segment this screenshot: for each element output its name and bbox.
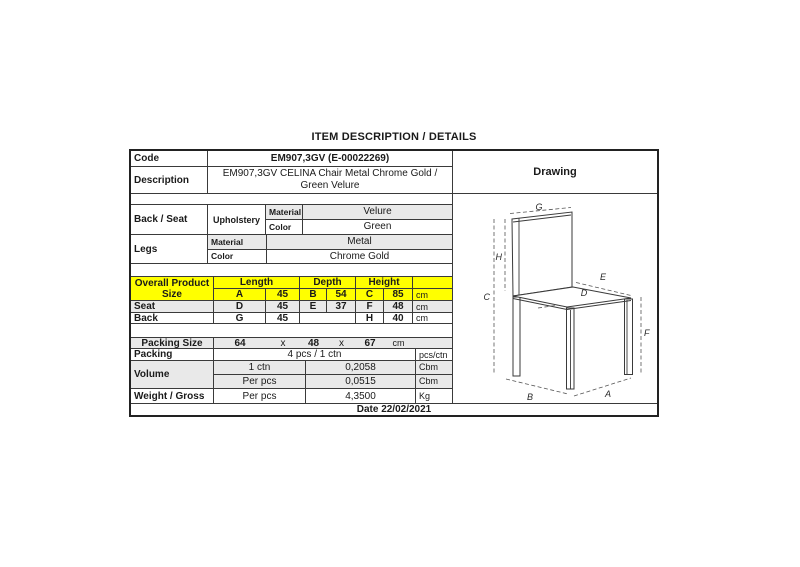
volume-row-unit: Cbm [419,376,439,387]
code-value: EM907,3GV (E-00022269) [270,153,390,164]
volume-row-unit: Cbm [419,362,439,373]
weight-row-unit: Kg [419,391,431,401]
unit-cell: cm [416,313,428,323]
overall-values-row [214,289,452,300]
dim-key: H [356,313,384,323]
color-value: Chrome Gold [329,250,390,262]
dim-value: 54 [327,289,356,300]
dim-label-c: C [483,292,490,302]
date-row: Date 22/02/2021 [131,403,657,415]
empty-depth-cell [300,313,356,323]
upholstery-material-row [266,205,452,220]
spacer-row [131,194,452,205]
dim-value: 48 [384,301,413,312]
volume-ctn-row [214,361,452,375]
packing-label: Packing [131,349,214,360]
packing-size-x: x [280,338,286,348]
volume-row-value: 0,2058 [306,361,416,374]
dim-label-b: B [526,392,534,402]
back-seat-row [131,205,452,235]
dim-key: A [214,289,266,300]
weight-row-value: 4,3500 [306,389,416,403]
page-title: ITEM DESCRIPTION / DETAILS [311,131,477,143]
color-label: Color [208,250,267,264]
drawing-column [453,151,657,403]
chair-leg-right [625,299,633,375]
table-main [131,151,657,403]
dim-label-e: E [599,272,607,282]
overall-size-label [131,277,214,300]
overall-size-label-line1: Overall Product [134,277,210,289]
size-header-row [214,277,452,289]
packing-size-x: x [339,338,344,348]
upholstery-rows [266,205,452,234]
dim-label-g: G [535,202,543,212]
back-seat-label: Back / Seat [131,205,208,234]
dim-value: 45 [266,313,300,323]
legs-rows [208,235,452,263]
material-label: Material [208,235,267,249]
height-header: Height [356,277,413,288]
empty-cell [413,338,452,348]
dim-value: 37 [327,301,356,312]
length-header: Length [214,277,300,288]
packing-row [131,349,452,361]
packing-size-unit: cm [392,338,405,348]
packing-size-row [131,338,452,349]
seat-label: Seat [131,301,214,312]
volume-row-label: 1 ctn [214,361,306,374]
spec-table [129,149,659,417]
dim-line-a [574,378,631,396]
packing-size-value: 64 [234,338,246,348]
dim-line-b [506,379,568,394]
dim-label-a: A [604,389,612,399]
volume-row-label: Per pcs [214,375,306,388]
back-size-row [131,313,452,324]
volume-row-value: 0,0515 [306,375,416,388]
packing-size-value: 67 [364,338,376,348]
dim-key: G [214,313,266,323]
dim-key: F [356,301,384,312]
dim-key: B [300,289,327,300]
spec-columns [131,151,453,403]
weight-row-label: Per pcs [214,389,306,403]
legs-material-row [208,235,452,250]
dim-value: 45 [266,301,300,312]
dim-key: E [300,301,327,312]
dim-label-f: F [644,328,650,338]
unit-cell: cm [416,301,428,312]
dim-label-h: H [495,252,502,262]
spec-sheet [129,131,659,417]
dim-key: D [214,301,266,312]
spacer-row [131,264,452,277]
dim-label-d: D [580,288,588,298]
spacer-row [131,324,452,338]
legs-row [131,235,452,264]
upholstery-label: Upholstery [208,205,266,234]
material-value: Metal [347,236,372,248]
dim-value: 45 [266,289,300,300]
code-row [131,151,452,167]
weight-label: Weight / Gross [131,389,214,403]
chair-drawing [453,194,657,403]
legs-label: Legs [131,235,208,263]
depth-header: Depth [300,277,356,288]
unit-cell: cm [416,289,428,300]
dim-key: C [356,289,384,300]
packing-unit: pcs/ctn [419,349,448,360]
legs-color-row [208,250,452,264]
volume-rows [131,361,452,389]
volume-pcs-row [214,375,452,388]
overall-size-rows [131,277,452,301]
chair-leg-left [513,297,520,376]
material-label: Material [266,205,303,219]
color-value: Green [363,221,392,233]
size-header-empty [413,277,452,288]
drawing-cell [453,194,657,403]
chair-backrest [512,212,572,296]
drawing-header: Drawing [453,151,657,194]
color-label: Color [266,220,303,234]
material-value: Velure [363,206,392,218]
description-label: Description [131,167,208,193]
volume-label: Volume [131,361,214,388]
packing-size-label: Packing Size [131,338,214,348]
dim-value: 85 [384,289,413,300]
upholstery-color-row [266,220,452,234]
dim-value: 40 [384,313,413,323]
packing-size-value: 48 [307,338,320,348]
back-label: Back [131,313,214,323]
seat-size-row [131,301,452,313]
description-value: EM907,3GV CELINA Chair Metal Chrome Gold / Green Velure [222,168,438,191]
overall-size-label-line2: Size [161,288,182,300]
code-label: Code [131,151,208,166]
weight-row [131,389,452,403]
packing-value: 4 pcs / 1 ctn [214,349,416,360]
description-row [131,167,452,194]
